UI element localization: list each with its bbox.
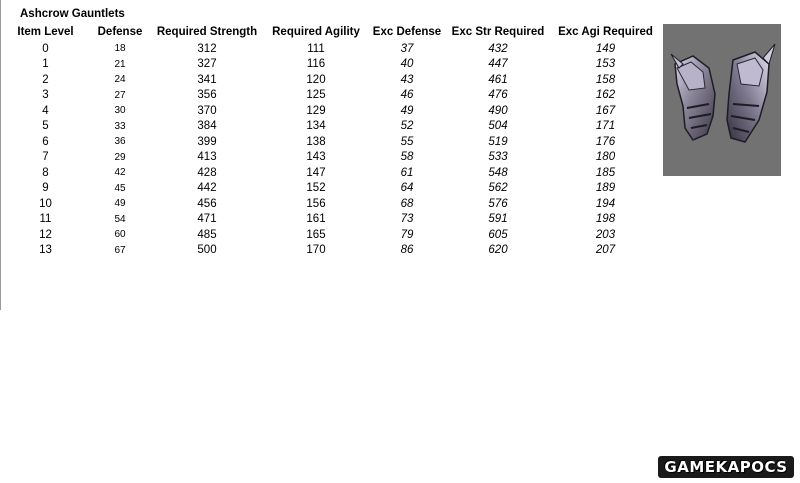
table-cell: 171 [595,120,616,133]
table-cell: 356 [197,89,217,102]
gauntlets-icon [663,24,781,176]
table-cell: 476 [488,89,508,102]
table-cell: 147 [306,166,326,179]
watermark-logo: GAMEKAPOCS [658,456,794,478]
item-title: Ashcrow Gauntlets [20,8,125,20]
table-cell: 519 [488,135,508,148]
table-cell: 189 [595,182,616,195]
table-cell: 312 [197,42,217,55]
table-cell: 161 [306,213,326,226]
table-row [0,88,662,104]
table-row [0,57,662,73]
table-cell: 153 [595,58,616,71]
table-cell: 384 [197,120,217,133]
table-cell: 413 [197,151,217,164]
table-cell: 42 [114,167,126,179]
table-row [0,181,662,197]
table-row [0,103,662,119]
table-cell: 471 [197,213,217,226]
table-cell: 58 [400,151,414,164]
table-cell: 10 [39,197,52,210]
table-cell: 203 [595,228,616,241]
table-cell: 370 [197,104,217,117]
table-cell: 27 [114,89,126,101]
table-cell: 86 [400,244,414,257]
table-cell: 55 [400,135,414,148]
table-body [0,41,662,258]
table-cell: 79 [400,228,414,241]
table-cell: 185 [595,166,616,179]
item-image [663,24,781,176]
table-row [0,134,662,150]
table-cell: 7 [42,151,49,164]
table-cell: 327 [197,58,217,71]
table-cell: 504 [488,120,508,133]
table-cell: 46 [400,89,414,102]
table-cell: 129 [306,104,326,117]
table-row [0,196,662,212]
table-cell: 52 [400,120,414,133]
table-cell: 2 [42,73,49,86]
table-row [0,243,662,259]
table-row [0,150,662,166]
table-cell: 605 [488,228,508,241]
table-row [0,165,662,181]
table-cell: 21 [114,58,126,70]
table-cell: 18 [114,43,126,55]
col-header-required-strength: Required Strength [156,26,258,38]
table-cell: 3 [42,89,49,102]
table-row [0,212,662,228]
table-cell: 116 [306,58,326,71]
table-cell: 134 [306,120,326,133]
table-cell: 61 [400,166,414,179]
table-cell: 54 [114,213,126,225]
col-header-item-level: Item Level [17,26,74,38]
table-cell: 0 [42,42,49,55]
table-cell: 167 [595,104,616,117]
table-cell: 67 [114,244,126,256]
table-cell: 12 [39,228,52,241]
table-cell: 548 [488,166,508,179]
table-cell: 562 [488,182,508,195]
table-cell: 456 [197,197,217,210]
table-cell: 447 [488,58,508,71]
table-cell: 341 [197,73,217,86]
table-cell: 461 [488,73,508,86]
table-cell: 43 [400,73,414,86]
table-cell: 620 [488,244,508,257]
table-cell: 1 [42,58,49,71]
table-cell: 40 [400,58,414,71]
table-cell: 24 [114,74,126,86]
col-header-exc-str-required: Exc Str Required [451,26,545,38]
table-cell: 45 [114,182,126,194]
table-cell: 8 [42,166,49,179]
table-cell: 500 [197,244,217,257]
col-header-required-agility: Required Agility [272,26,360,38]
table-cell: 428 [197,166,217,179]
table-cell: 533 [488,151,508,164]
col-header-exc-agi-required: Exc Agi Required [558,26,653,38]
table-cell: 198 [595,213,616,226]
table-cell: 194 [595,197,616,210]
table-cell: 591 [488,213,508,226]
table-cell: 111 [307,42,325,55]
table-cell: 442 [197,182,217,195]
table-cell: 207 [595,244,616,257]
table-cell: 485 [197,228,217,241]
col-header-exc-defense: Exc Defense [372,26,442,38]
table-cell: 143 [306,151,326,164]
table-cell: 120 [306,73,326,86]
table-cell: 49 [114,198,126,210]
table-cell: 432 [488,42,508,55]
table-cell: 180 [595,151,616,164]
table-cell: 5 [42,120,49,133]
table-cell: 11 [39,213,52,226]
table-cell: 4 [42,104,49,117]
table-cell: 399 [197,135,217,148]
table-row [0,72,662,88]
table-cell: 49 [400,104,414,117]
table-cell: 156 [306,197,326,210]
stats-table [0,23,662,258]
table-cell: 9 [42,182,49,195]
table-cell: 152 [306,182,326,195]
table-cell: 170 [306,244,326,257]
table-cell: 36 [114,136,126,148]
table-row [0,119,662,135]
table-cell: 30 [114,105,126,117]
table-cell: 6 [42,135,49,148]
table-cell: 29 [114,151,126,163]
table-cell: 138 [306,135,326,148]
table-cell: 576 [488,197,508,210]
table-row [0,227,662,243]
table-cell: 37 [400,42,414,55]
table-cell: 125 [306,89,326,102]
table-cell: 165 [306,228,326,241]
table-row [0,41,662,57]
table-cell: 68 [400,197,414,210]
table-cell: 13 [39,244,52,257]
table-cell: 149 [595,42,616,55]
table-cell: 158 [595,73,616,86]
table-cell: 64 [400,182,414,195]
table-cell: 73 [400,213,414,226]
col-header-defense: Defense [97,26,143,38]
table-cell: 162 [595,89,616,102]
table-cell: 60 [114,229,126,241]
header-row [0,23,662,41]
table-cell: 33 [114,120,126,132]
table-cell: 176 [595,135,616,148]
table-cell: 490 [488,104,508,117]
